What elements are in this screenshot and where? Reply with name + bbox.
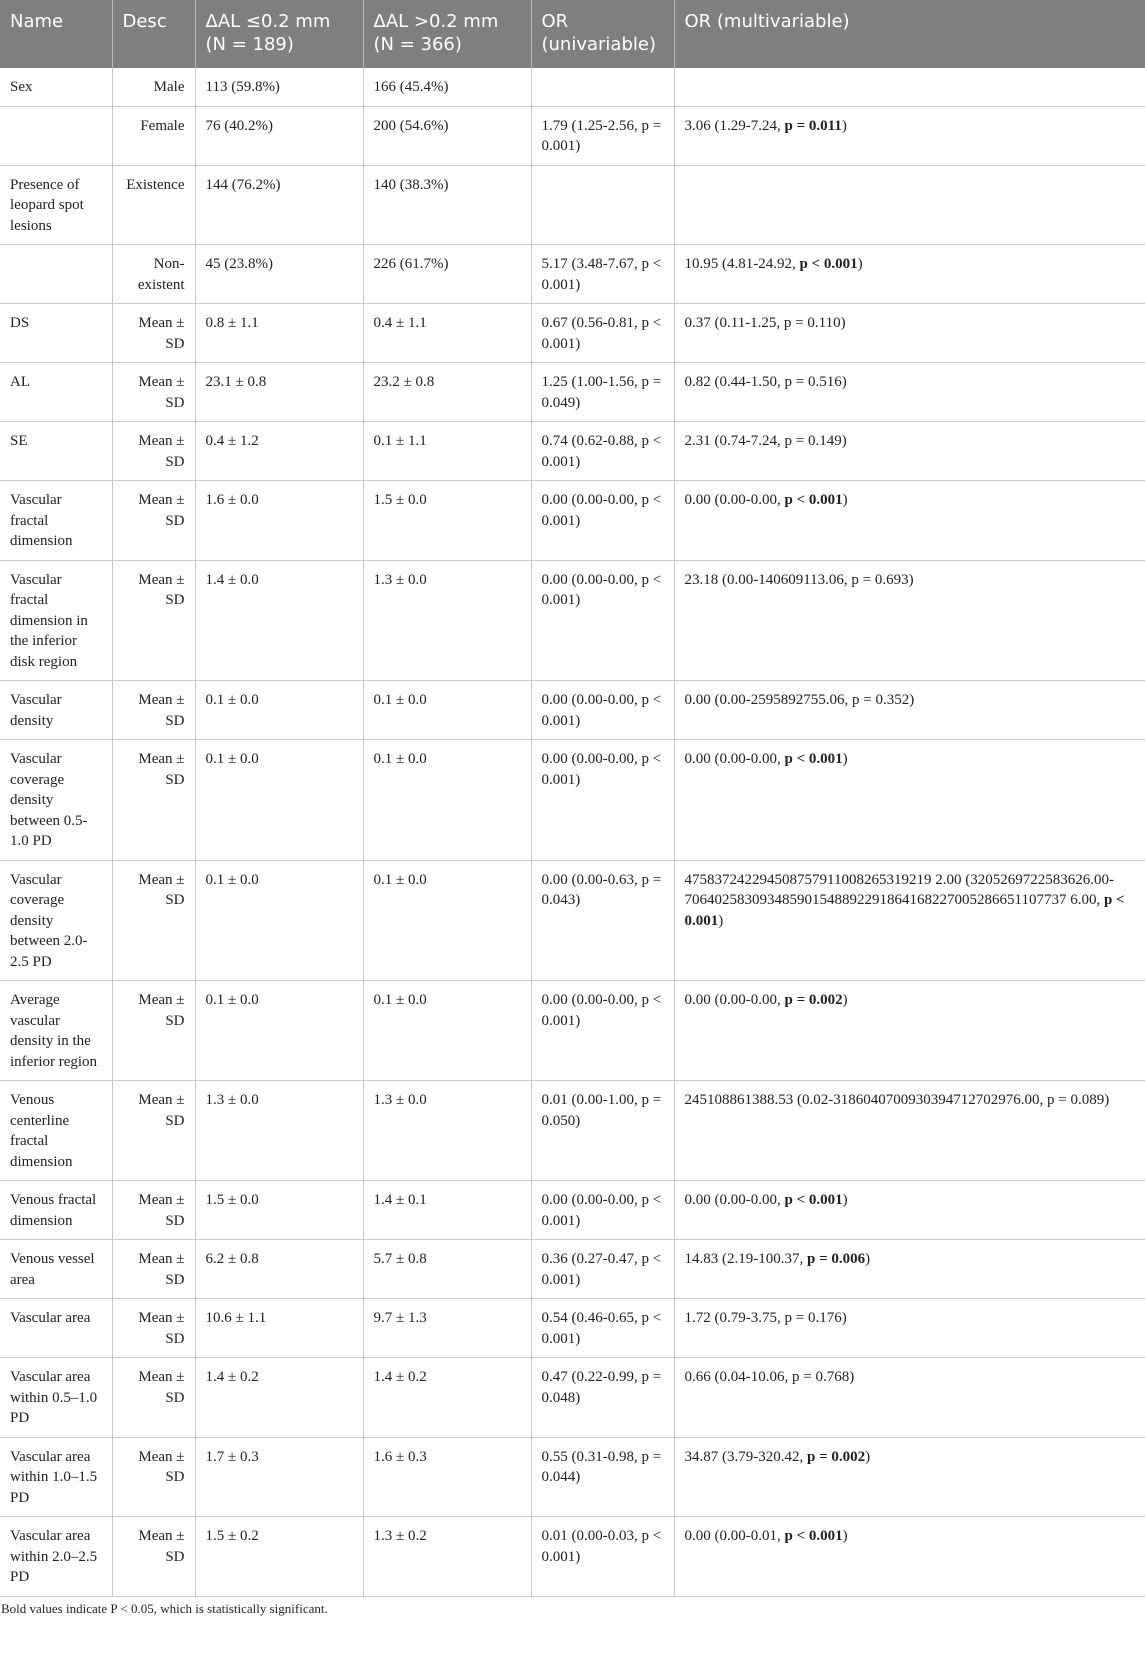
row-or-multivariable-cell [674, 363, 1145, 422]
or-multivariable-text: ) [842, 1528, 848, 1544]
or-multivariable-text: 3.06 (1.29-7.24, [684, 117, 785, 134]
table-row [0, 981, 1145, 1081]
row-desc-cell: Mean ± SD [112, 422, 195, 481]
row-group-1-cell: 1.6 ± 0.0 [195, 481, 363, 561]
row-name-cell: Sex [0, 68, 112, 106]
row-desc-cell: Mean ± SD [112, 481, 195, 561]
header-or-univariable [531, 0, 674, 68]
row-desc-cell: Mean ± SD [112, 1181, 195, 1240]
significant-p-value: p < 0.001 [784, 751, 843, 767]
row-or-multivariable-cell [674, 304, 1145, 363]
row-group-2-cell: 200 (54.6%) [363, 106, 531, 165]
or-multivariable-text: 0.00 (0.00-0.00, [684, 1192, 785, 1208]
row-or-multivariable-cell [674, 1358, 1145, 1438]
or-multivariable-text: 0.82 (0.44-1.50, p = 0.516) [684, 374, 847, 390]
or-multivariable-text: 23.18 (0.00-140609113.06, p = 0.693) [684, 571, 914, 588]
significant-p-value: p < 0.001 [784, 1192, 843, 1208]
row-desc-cell: Mean ± SD [112, 304, 195, 363]
row-group-1-cell: 76 (40.2%) [195, 106, 363, 165]
row-group-2-cell: 1.3 ± 0.0 [363, 560, 531, 681]
row-name-cell: Vascular area within 1.0–1.5 PD [0, 1437, 112, 1517]
row-or-univariable-cell: 0.00 (0.00-0.63, p = 0.043) [531, 860, 674, 981]
row-group-1-cell: 1.4 ± 0.2 [195, 1358, 363, 1438]
or-multivariable-text: ) [857, 256, 863, 272]
or-multivariable-text: 10.95 (4.81-24.92, [684, 256, 800, 272]
or-multivariable-text: ) [842, 1192, 848, 1208]
row-or-univariable-cell: 0.00 (0.00-0.00, p < 0.001) [531, 1181, 674, 1240]
header-row [0, 0, 1145, 68]
row-group-2-cell: 1.5 ± 0.0 [363, 481, 531, 561]
row-group-2-cell: 1.3 ± 0.0 [363, 1081, 531, 1181]
row-group-2-cell: 0.1 ± 0.0 [363, 740, 531, 861]
table-row [0, 1517, 1145, 1597]
row-or-multivariable-cell [674, 245, 1145, 304]
row-group-2-cell: 0.1 ± 1.1 [363, 422, 531, 481]
header-or-multivariable: OR (multivariable) [674, 0, 1145, 68]
table-row [0, 560, 1145, 681]
or-multivariable-text: 0.00 (0.00-0.00, [684, 492, 785, 508]
row-desc-cell: Female [112, 106, 195, 165]
header-group-2-line1: ΔAL >0.2 mm [373, 11, 499, 32]
row-name-cell: Vascular fractal dimension in the inferior disk region [0, 560, 112, 681]
or-multivariable-text: 0.00 (0.00-0.01, [684, 1528, 785, 1544]
or-multivariable-text: 0.00 (0.00-0.00, [684, 751, 785, 767]
row-name-cell: Vascular density [0, 681, 112, 740]
header-group-1 [195, 0, 363, 68]
table-row [0, 1181, 1145, 1240]
or-multivariable-text: ) [842, 992, 848, 1008]
table-row [0, 106, 1145, 165]
row-group-1-cell: 0.8 ± 1.1 [195, 304, 363, 363]
row-or-univariable-cell: 0.01 (0.00-0.03, p < 0.001) [531, 1517, 674, 1597]
table-row [0, 1358, 1145, 1438]
row-or-multivariable-cell [674, 481, 1145, 561]
table-row [0, 363, 1145, 422]
row-or-multivariable-cell [674, 1299, 1145, 1358]
footnote: Bold values indicate P < 0.05, which is statistically significant. [1, 1600, 328, 1616]
table-row [0, 422, 1145, 481]
row-desc-cell: Mean ± SD [112, 740, 195, 861]
table-body [0, 68, 1145, 1596]
table-row [0, 68, 1145, 106]
row-or-multivariable-cell [674, 1240, 1145, 1299]
table-row [0, 1437, 1145, 1517]
row-or-multivariable-cell [674, 740, 1145, 861]
table-row [0, 1240, 1145, 1299]
row-group-2-cell: 226 (61.7%) [363, 245, 531, 304]
row-desc-cell: Mean ± SD [112, 681, 195, 740]
row-or-univariable-cell: 0.00 (0.00-0.00, p < 0.001) [531, 481, 674, 561]
or-multivariable-text: 0.00 (0.00-0.00, [684, 992, 785, 1008]
row-group-2-cell: 1.6 ± 0.3 [363, 1437, 531, 1517]
row-group-1-cell: 1.5 ± 0.0 [195, 1181, 363, 1240]
table-row [0, 165, 1145, 245]
or-multivariable-text: ) [842, 492, 848, 508]
row-name-cell: AL [0, 363, 112, 422]
row-name-cell: Venous fractal dimension [0, 1181, 112, 1240]
row-desc-cell: Mean ± SD [112, 560, 195, 681]
row-name-cell: SE [0, 422, 112, 481]
row-name-cell: Vascular area within 0.5–1.0 PD [0, 1358, 112, 1438]
row-desc-cell: Mean ± SD [112, 981, 195, 1081]
row-or-univariable-cell: 0.54 (0.46-0.65, p < 0.001) [531, 1299, 674, 1358]
or-multivariable-text: ) [718, 912, 724, 929]
or-multivariable-text: 0.00 (0.00-2595892755.06, p = 0.352) [684, 692, 915, 708]
or-multivariable-text: 475837242294508757911008265319219 2.00 (3205269722583626.00-706402583093485901548892291864168227005286651107737 6.00, [684, 871, 1114, 908]
or-multivariable-text: 1.72 (0.79-3.75, p = 0.176) [684, 1310, 847, 1326]
significant-p-value: p < 0.001 [784, 1528, 843, 1544]
row-group-2-cell: 0.1 ± 0.0 [363, 860, 531, 981]
or-multivariable-text: 34.87 (3.79-320.42, [684, 1448, 807, 1465]
row-name-cell: Average vascular density in the inferior region [0, 981, 112, 1081]
table-row [0, 740, 1145, 861]
row-or-univariable-cell: 0.74 (0.62-0.88, p < 0.001) [531, 422, 674, 481]
row-or-univariable-cell [531, 68, 674, 106]
significant-p-value: p = 0.002 [784, 992, 843, 1008]
row-group-1-cell: 1.7 ± 0.3 [195, 1437, 363, 1517]
row-name-cell [0, 245, 112, 304]
row-or-multivariable-cell [674, 422, 1145, 481]
header-group-2-line2: (N = 366) [373, 34, 462, 55]
row-or-multivariable-cell [674, 1081, 1145, 1181]
row-desc-cell: Non-existent [112, 245, 195, 304]
or-multivariable-text: 2.31 (0.74-7.24, p = 0.149) [684, 433, 847, 449]
table-row [0, 681, 1145, 740]
or-multivariable-text: ) [865, 1251, 871, 1267]
header-desc: Desc [112, 0, 195, 68]
row-or-univariable-cell: 0.36 (0.27-0.47, p < 0.001) [531, 1240, 674, 1299]
row-name-cell: Vascular coverage density between 0.5-1.0 PD [0, 740, 112, 861]
row-or-multivariable-cell [674, 981, 1145, 1081]
table-row [0, 860, 1145, 981]
or-multivariable-text: ) [865, 1448, 871, 1465]
row-name-cell: Presence of leopard spot lesions [0, 165, 112, 245]
row-or-univariable-cell: 0.00 (0.00-0.00, p < 0.001) [531, 740, 674, 861]
significant-p-value: p = 0.011 [784, 117, 842, 134]
row-or-univariable-cell: 0.47 (0.22-0.99, p = 0.048) [531, 1358, 674, 1438]
row-desc-cell: Mean ± SD [112, 1358, 195, 1438]
row-group-1-cell: 0.1 ± 0.0 [195, 860, 363, 981]
row-or-univariable-cell: 0.67 (0.56-0.81, p < 0.001) [531, 304, 674, 363]
table-row [0, 245, 1145, 304]
row-group-1-cell: 1.4 ± 0.0 [195, 560, 363, 681]
row-group-2-cell: 0.1 ± 0.0 [363, 681, 531, 740]
row-desc-cell: Mean ± SD [112, 1517, 195, 1597]
row-name-cell: Venous vessel area [0, 1240, 112, 1299]
row-or-multivariable-cell [674, 860, 1145, 981]
row-group-1-cell: 113 (59.8%) [195, 68, 363, 106]
or-multivariable-text: 14.83 (2.19-100.37, [684, 1251, 807, 1267]
row-desc-cell: Mean ± SD [112, 1299, 195, 1358]
row-group-2-cell: 140 (38.3%) [363, 165, 531, 245]
significant-p-value: p < 0.001 [684, 892, 1125, 929]
row-or-univariable-cell: 5.17 (3.48-7.67, p < 0.001) [531, 245, 674, 304]
row-group-1-cell: 0.1 ± 0.0 [195, 681, 363, 740]
row-name-cell: Vascular area within 2.0–2.5 PD [0, 1517, 112, 1597]
row-or-multivariable-cell [674, 106, 1145, 165]
row-or-univariable-cell: 0.01 (0.00-1.00, p = 0.050) [531, 1081, 674, 1181]
row-name-cell: Vascular fractal dimension [0, 481, 112, 561]
row-desc-cell: Mean ± SD [112, 363, 195, 422]
table-row [0, 1299, 1145, 1358]
row-group-2-cell: 0.4 ± 1.1 [363, 304, 531, 363]
row-group-1-cell: 0.4 ± 1.2 [195, 422, 363, 481]
row-group-2-cell: 0.1 ± 0.0 [363, 981, 531, 1081]
row-group-2-cell: 1.4 ± 0.2 [363, 1358, 531, 1438]
row-group-2-cell: 23.2 ± 0.8 [363, 363, 531, 422]
row-group-1-cell: 1.5 ± 0.2 [195, 1517, 363, 1597]
row-group-2-cell: 1.3 ± 0.2 [363, 1517, 531, 1597]
row-desc-cell: Mean ± SD [112, 1437, 195, 1517]
row-group-1-cell: 0.1 ± 0.0 [195, 740, 363, 861]
header-name: Name [0, 0, 112, 68]
header-or-uni-line2: (univariable) [541, 34, 656, 55]
row-or-multivariable-cell [674, 165, 1145, 245]
header-group-1-line2: (N = 189) [205, 34, 294, 55]
row-group-2-cell: 9.7 ± 1.3 [363, 1299, 531, 1358]
row-group-2-cell: 166 (45.4%) [363, 68, 531, 106]
row-group-1-cell: 6.2 ± 0.8 [195, 1240, 363, 1299]
row-name-cell [0, 106, 112, 165]
row-group-2-cell: 5.7 ± 0.8 [363, 1240, 531, 1299]
significant-p-value: p = 0.006 [807, 1251, 866, 1267]
row-or-univariable-cell: 0.00 (0.00-0.00, p < 0.001) [531, 681, 674, 740]
row-desc-cell: Mean ± SD [112, 1240, 195, 1299]
significant-p-value: p < 0.001 [799, 256, 858, 272]
or-multivariable-text: 0.66 (0.04-10.06, p = 0.768) [684, 1369, 855, 1385]
row-name-cell: DS [0, 304, 112, 363]
row-desc-cell: Male [112, 68, 195, 106]
significant-p-value: p < 0.001 [784, 492, 843, 508]
row-or-multivariable-cell [674, 560, 1145, 681]
row-group-1-cell: 23.1 ± 0.8 [195, 363, 363, 422]
significant-p-value: p = 0.002 [807, 1448, 866, 1465]
row-or-multivariable-cell [674, 1181, 1145, 1240]
row-or-multivariable-cell [674, 68, 1145, 106]
row-or-multivariable-cell [674, 1517, 1145, 1597]
row-or-univariable-cell: 0.00 (0.00-0.00, p < 0.001) [531, 981, 674, 1081]
or-multivariable-text: ) [842, 751, 848, 767]
table-row [0, 1081, 1145, 1181]
row-or-univariable-cell: 0.00 (0.00-0.00, p < 0.001) [531, 560, 674, 681]
row-group-2-cell: 1.4 ± 0.1 [363, 1181, 531, 1240]
row-name-cell: Venous centerline fractal dimension [0, 1081, 112, 1181]
row-desc-cell: Mean ± SD [112, 860, 195, 981]
row-group-1-cell: 1.3 ± 0.0 [195, 1081, 363, 1181]
or-multivariable-text: 0.37 (0.11-1.25, p = 0.110) [684, 315, 846, 331]
row-desc-cell: Mean ± SD [112, 1081, 195, 1181]
row-desc-cell: Existence [112, 165, 195, 245]
header-or-uni-line1: OR [541, 11, 569, 32]
header-group-2 [363, 0, 531, 68]
row-name-cell: Vascular coverage density between 2.0-2.5 PD [0, 860, 112, 981]
table-header [0, 0, 1145, 68]
row-group-1-cell: 10.6 ± 1.1 [195, 1299, 363, 1358]
row-group-1-cell: 0.1 ± 0.0 [195, 981, 363, 1081]
row-group-1-cell: 144 (76.2%) [195, 165, 363, 245]
table-row [0, 304, 1145, 363]
row-or-univariable-cell: 1.25 (1.00-1.56, p = 0.049) [531, 363, 674, 422]
or-multivariable-text: 245108861388.53 (0.02-3186040700930394712702976.00, p = 0.089) [684, 1092, 1110, 1108]
row-or-univariable-cell [531, 165, 674, 245]
row-or-univariable-cell: 1.79 (1.25-2.56, p = 0.001) [531, 106, 674, 165]
row-or-multivariable-cell [674, 1437, 1145, 1517]
row-or-univariable-cell: 0.55 (0.31-0.98, p = 0.044) [531, 1437, 674, 1517]
row-name-cell: Vascular area [0, 1299, 112, 1358]
row-group-1-cell: 45 (23.8%) [195, 245, 363, 304]
table-row [0, 481, 1145, 561]
header-group-1-line1: ΔAL ≤0.2 mm [205, 11, 331, 32]
row-or-multivariable-cell [674, 681, 1145, 740]
or-multivariable-text: ) [841, 117, 847, 134]
